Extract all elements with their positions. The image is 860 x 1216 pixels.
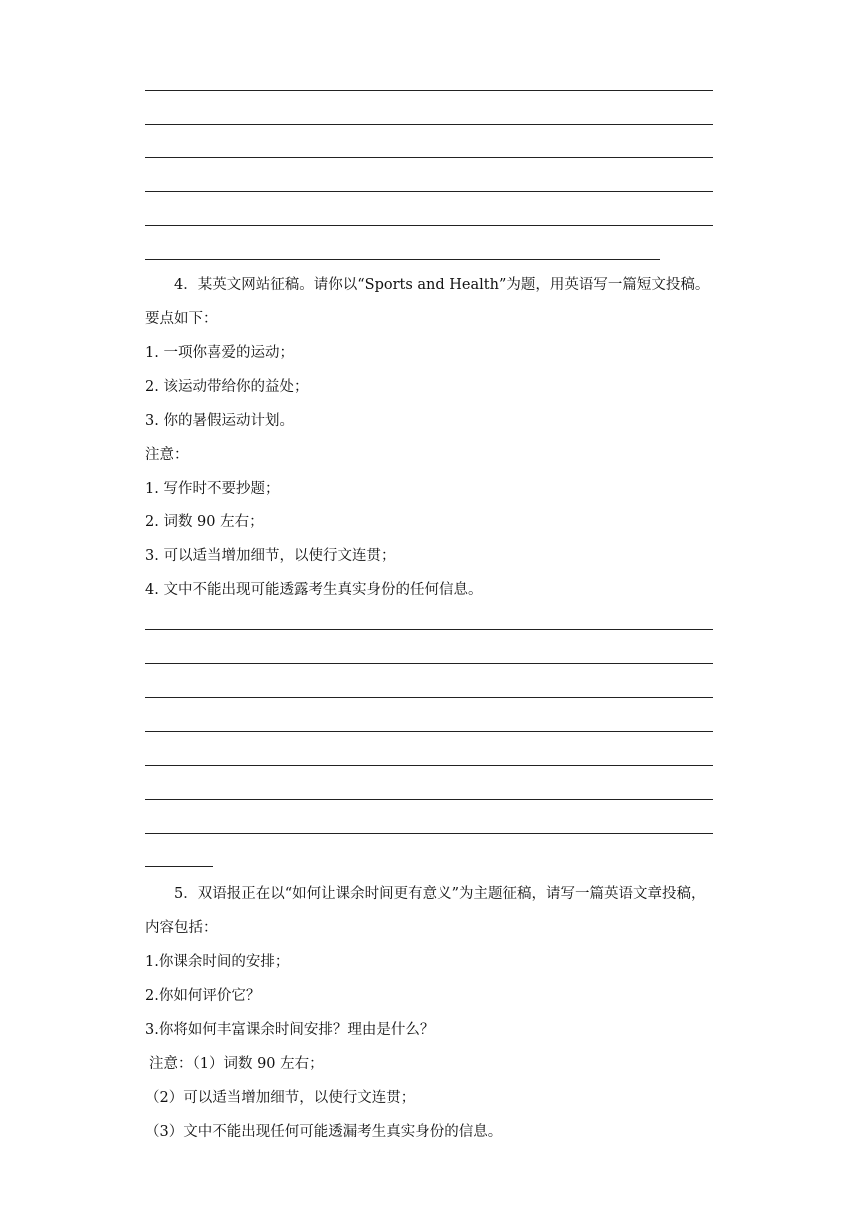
- answer-line-short: [145, 866, 213, 867]
- q4-notes-heading: 注意：: [145, 447, 189, 463]
- q4-note-4: 4. 文中不能出现可能透露考生真实身份的任何信息。: [145, 582, 483, 598]
- q4-points-heading: 要点如下：: [145, 311, 218, 327]
- q5-note-2: （2）可以适当增加细节，以使行文连贯；: [145, 1090, 416, 1106]
- answer-line: [145, 225, 713, 226]
- q5-prompt-line-1: 5．双语报正在以“如何让课余时间更有意义”为主题征稿，请写一篇英语文章投稿，: [174, 886, 706, 902]
- answer-line: [145, 90, 713, 91]
- answer-line: [145, 629, 713, 630]
- q4-note-1: 1. 写作时不要抄题；: [145, 481, 280, 497]
- answer-line: [145, 663, 713, 664]
- q4-point-3: 3. 你的暑假运动计划。: [145, 413, 294, 429]
- answer-line: [145, 191, 713, 192]
- q4-point-2: 2. 该运动带给你的益处；: [145, 379, 309, 395]
- answer-line: [145, 799, 713, 800]
- q4-prompt: 4．某英文网站征稿。请你以“Sports and Health”为题，用英语写一篇短文投稿。: [174, 277, 710, 293]
- q4-point-1: 1. 一项你喜爱的运动；: [145, 345, 294, 361]
- answer-line: [145, 124, 713, 125]
- answer-line: [145, 833, 713, 834]
- q5-point-2: 2.你如何评价它？: [145, 988, 261, 1004]
- answer-line: [145, 157, 713, 158]
- q5-note-1: 注意：（1）词数 90 左右；: [149, 1056, 324, 1072]
- answer-line: [145, 697, 713, 698]
- q5-prompt-line-2: 内容包括：: [145, 920, 218, 936]
- q5-point-3: 3.你将如何丰富课余时间安排？理由是什么？: [145, 1022, 435, 1038]
- q5-point-1: 1.你课余时间的安排；: [145, 954, 290, 970]
- q5-note-3: （3）文中不能出现任何可能透漏考生真实身份的信息。: [145, 1124, 503, 1140]
- answer-line-short: [145, 259, 660, 260]
- q4-note-3: 3. 可以适当增加细节，以使行文连贯；: [145, 548, 396, 564]
- answer-line: [145, 731, 713, 732]
- answer-line: [145, 765, 713, 766]
- q4-note-2: 2. 词数 90 左右；: [145, 514, 264, 530]
